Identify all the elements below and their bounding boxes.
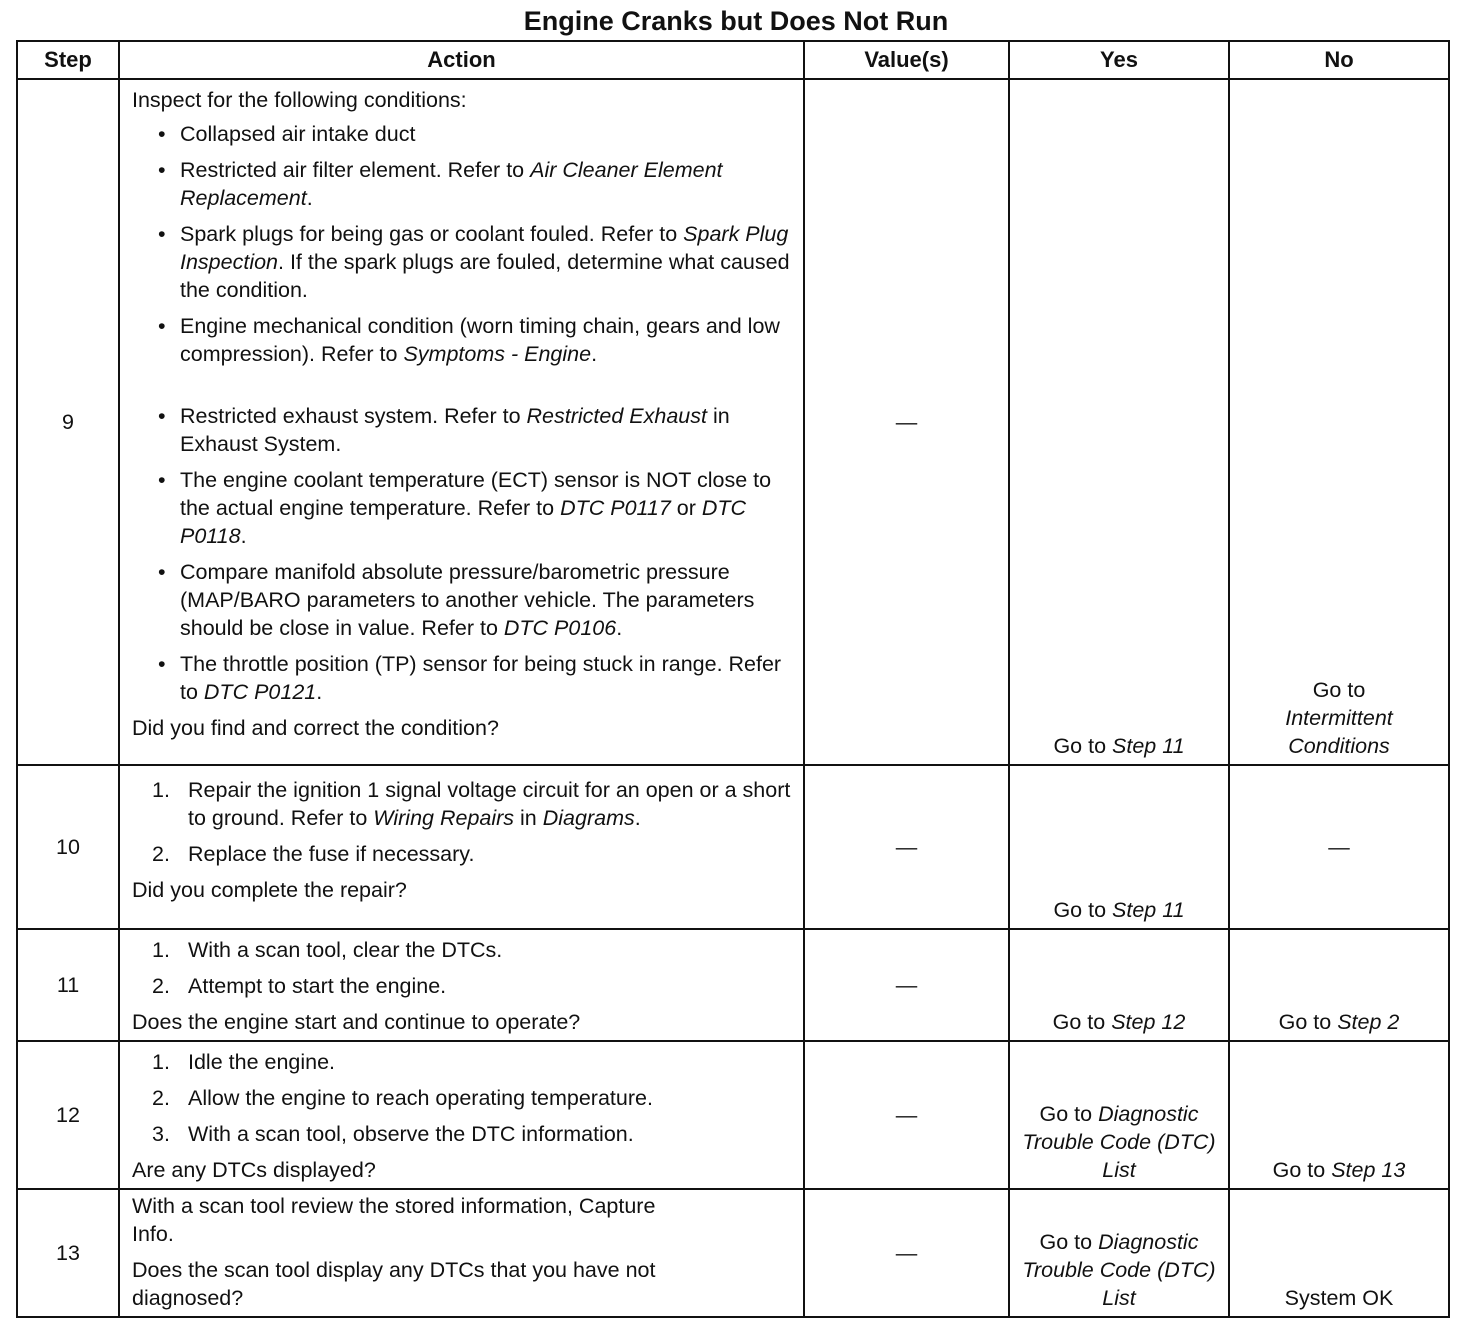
list-item: 2. Attempt to start the engine. (152, 974, 447, 998)
action-intro: Inspect for the following conditions: (132, 88, 467, 112)
yes-cell: Go to Step 12 (1009, 929, 1229, 1041)
table-row-step-11 (17, 929, 1449, 1041)
table-row-step-10 (17, 765, 1449, 929)
header-values: Value(s) (804, 41, 1009, 79)
list-item: 1. With a scan tool, clear the DTCs. (152, 938, 503, 962)
action-cell (119, 1189, 804, 1317)
yes-link[interactable]: Step 12 (1111, 1010, 1186, 1034)
action-question: Did you complete the repair? (132, 878, 407, 902)
diagnostic-table (16, 40, 1450, 1318)
yes-link[interactable]: Diagnostic Trouble Code (DTC) List (1022, 1102, 1216, 1182)
list-item: • The throttle position (TP) sensor for being stuck in range. Refer to DTC P0121. (132, 650, 793, 706)
step-number: 12 (17, 1041, 119, 1189)
reference-link[interactable]: Air Cleaner Element Replacement (180, 158, 723, 210)
list-item: • Compare manifold absolute pressure/barometric pressure (MAP/BARO parameters to another vehicle. The parameters should be close in value. Refer to DTC P0106. (132, 558, 793, 642)
reference-link[interactable]: DTC P0121 (203, 680, 317, 704)
reference-link[interactable]: Restricted Exhaust (526, 404, 707, 428)
action-question: Does the engine start and continue to operate? (132, 1010, 581, 1034)
list-item: • The engine coolant temperature (ECT) sensor is NOT close to the actual engine temperature. Refer to DTC P0117 or DTC P0118. (132, 466, 793, 550)
value-cell: — (804, 1041, 1009, 1189)
yes-link[interactable]: Step 11 (1112, 734, 1185, 758)
step-list (132, 776, 793, 868)
list-item: 1. Repair the ignition 1 signal voltage circuit for an open or a short to ground. Refer to Wiring Repairs in Diagrams. (152, 778, 791, 830)
header-yes: Yes (1009, 41, 1229, 79)
step-number: 11 (17, 929, 119, 1041)
header-step: Step (17, 41, 119, 79)
reference-link[interactable]: Diagrams (542, 806, 635, 830)
no-cell: Go to Intermittent Conditions (1229, 79, 1449, 765)
step-number: 10 (17, 765, 119, 929)
yes-link[interactable]: Diagnostic Trouble Code (DTC) List (1022, 1230, 1216, 1310)
condition-list (132, 120, 793, 706)
header-row (17, 41, 1449, 79)
action-cell (119, 929, 804, 1041)
list-item: • Engine mechanical condition (worn timing chain, gears and low compression). Refer to Symptoms - Engine. (132, 312, 793, 368)
document-title: Engine Cranks but Does Not Run (523, 6, 949, 36)
reference-link[interactable]: Wiring Repairs (373, 806, 515, 830)
list-item: • Restricted air filter element. Refer to Air Cleaner Element Replacement. (132, 156, 793, 212)
list-item: • Collapsed air intake duct (132, 120, 793, 148)
table-row-step-13 (17, 1189, 1449, 1317)
no-cell: System OK (1229, 1189, 1449, 1317)
reference-link[interactable]: Spark Plug Inspection (180, 222, 789, 274)
no-cell: — (1229, 765, 1449, 929)
step-list (132, 1048, 793, 1148)
action-cell (119, 765, 804, 929)
action-question: Are any DTCs displayed? (132, 1158, 376, 1182)
action-cell (119, 1041, 804, 1189)
yes-link[interactable]: Step 11 (1112, 898, 1185, 922)
no-link[interactable]: Step 13 (1331, 1158, 1406, 1182)
action-question: Does the scan tool display any DTCs that you have not diagnosed? (132, 1258, 656, 1310)
list-item: • Restricted exhaust system. Refer to Restricted Exhaust in Exhaust System. (132, 402, 793, 458)
value-cell: — (804, 79, 1009, 765)
no-link[interactable]: Step 2 (1337, 1010, 1400, 1034)
value-cell: — (804, 929, 1009, 1041)
header-action: Action (119, 41, 804, 79)
no-cell: Go to Step 13 (1229, 1041, 1449, 1189)
table-row-step-12 (17, 1041, 1449, 1189)
header-no: No (1229, 41, 1449, 79)
reference-link[interactable]: DTC P0118 (180, 496, 747, 548)
action-question: Did you find and correct the condition? (132, 716, 499, 740)
value-cell: — (804, 765, 1009, 929)
step-number: 13 (17, 1189, 119, 1317)
value-cell: — (804, 1189, 1009, 1317)
action-cell (119, 79, 804, 765)
action-intro: With a scan tool review the stored information, Capture Info. (132, 1194, 656, 1246)
step-list (132, 936, 793, 1000)
table-row-step-9 (17, 79, 1449, 765)
yes-cell: Go to Diagnostic Trouble Code (DTC) List (1009, 1189, 1229, 1317)
yes-cell: Go to Diagnostic Trouble Code (DTC) List (1009, 1041, 1229, 1189)
reference-link[interactable]: Symptoms - Engine (403, 342, 592, 366)
list-item: 3. With a scan tool, observe the DTC information. (152, 1122, 634, 1146)
step-number: 9 (17, 79, 119, 765)
list-item: • Spark plugs for being gas or coolant fouled. Refer to Spark Plug Inspection. If the spark plugs are fouled, determine what caused the condition. (132, 220, 793, 304)
list-item: 2. Replace the fuse if necessary. (152, 842, 475, 866)
no-link[interactable]: Intermittent Conditions (1285, 706, 1393, 758)
yes-cell: Go to Step 11 (1009, 765, 1229, 929)
reference-link[interactable]: DTC P0106 (503, 616, 617, 640)
reference-link[interactable]: DTC P0117 (560, 496, 671, 520)
no-cell: Go to Step 2 (1229, 929, 1449, 1041)
list-item: 2. Allow the engine to reach operating temperature. (152, 1086, 653, 1110)
yes-cell: Go to Step 11 (1009, 79, 1229, 765)
list-item: 1. Idle the engine. (152, 1050, 336, 1074)
